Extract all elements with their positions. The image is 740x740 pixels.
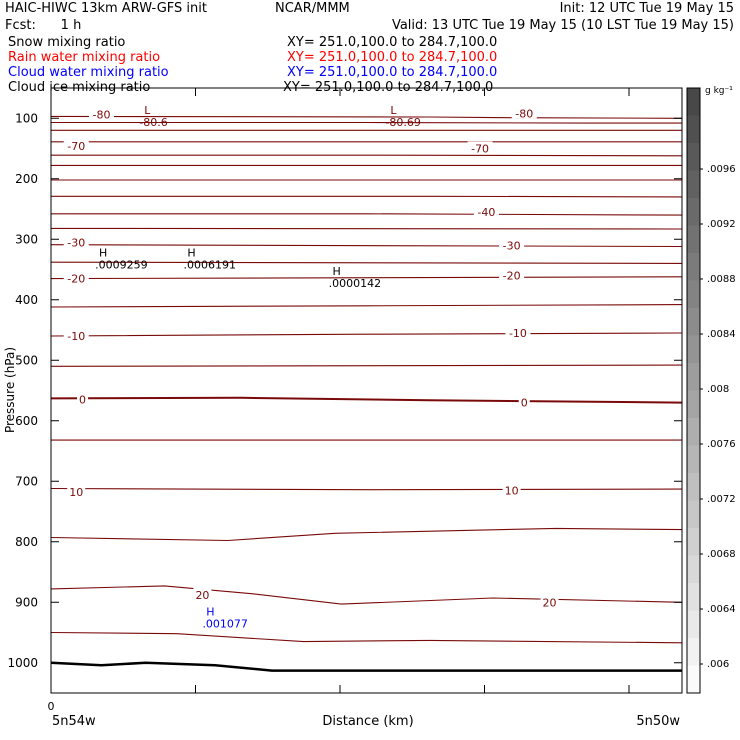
colorbar-swatch — [687, 143, 700, 171]
isotherm-line — [51, 633, 682, 643]
header-valid: Valid: 13 UTC Tue 19 May 15 (10 LST Tue 19 May 15) — [391, 18, 734, 33]
colorbar-swatch — [687, 501, 700, 529]
colorbar-swatch — [687, 446, 700, 474]
colorbar-swatch — [687, 666, 700, 694]
contour-label: -40 — [477, 206, 496, 220]
y-tick-label: 800 — [15, 534, 38, 549]
colorbar-swatch — [687, 253, 700, 281]
field-snow-name: Snow mixing ratio — [8, 35, 126, 50]
colorbar-label: .0096 — [707, 164, 736, 175]
colorbar-label: .0068 — [707, 549, 736, 560]
contour-label: 0 — [520, 396, 528, 410]
contour-label: -70 — [471, 142, 490, 156]
header-center: NCAR/MMM — [275, 1, 350, 16]
contour-label: 20 — [542, 596, 557, 610]
field-cloudice-name: Cloud ice mixing ratio — [8, 80, 151, 95]
y-axis-title: Pressure (hPa) — [3, 346, 17, 434]
colorbar-swatch — [687, 391, 700, 419]
colorbar-swatch — [687, 116, 700, 144]
colorbar-label: .0084 — [707, 329, 736, 340]
extremum-value: .0009259 — [95, 258, 148, 272]
isotherm-line — [51, 528, 682, 540]
extremum-mark: L — [390, 103, 397, 117]
contour-label: 20 — [195, 588, 210, 602]
isotherm-line — [51, 214, 682, 215]
contour-label: 10 — [504, 484, 519, 498]
x-axis-title: Distance (km) — [322, 714, 414, 729]
colorbar-swatch — [687, 281, 700, 309]
field-snow-xy: XY= 251.0,100.0 to 284.7,100.0 — [287, 35, 498, 50]
y-tick-label: 300 — [15, 232, 38, 247]
colorbar-swatch — [687, 363, 700, 391]
contour-label: -20 — [67, 272, 86, 286]
contour-label: -10 — [508, 327, 527, 341]
isotherm-line — [51, 398, 682, 403]
field-cloudice-xy: XY= 251.0,100.0 to 284.7,100.0 — [283, 80, 494, 95]
colorbar-label: .0076 — [707, 439, 736, 450]
field-rain-xy: XY= 251.0,100.0 to 284.7,100.0 — [287, 50, 498, 65]
header-title: HAIC-HIWC 13km ARW-GFS init — [5, 1, 207, 16]
extremum-value: -80.69 — [385, 115, 421, 129]
contour-label: -80 — [92, 108, 111, 122]
colorbar-swatch — [687, 583, 700, 611]
extremum-value: .0006191 — [183, 258, 237, 272]
colorbar-swatch — [687, 473, 700, 501]
field-cloudwater-name: Cloud water mixing ratio — [8, 65, 169, 80]
isotherm-line — [51, 155, 682, 156]
contour-label: -30 — [502, 239, 521, 253]
extremum-mark: H — [332, 264, 341, 278]
colorbar-swatch — [687, 226, 700, 254]
isotherm-line — [51, 245, 682, 247]
colorbar-label: .0064 — [707, 604, 736, 615]
extremum-value: -80.6 — [139, 115, 168, 129]
colorbar-swatch — [687, 556, 700, 584]
field-cloudwater-xy: XY= 251.0,100.0 to 284.7,100.0 — [287, 65, 498, 80]
y-tick-label: 700 — [15, 474, 38, 489]
colorbar-swatch — [687, 198, 700, 226]
extremum-mark: H — [99, 246, 108, 260]
y-tick-label: 900 — [15, 595, 38, 610]
colorbar-swatch — [687, 88, 700, 116]
isotherm-contours — [51, 116, 682, 642]
colorbar-swatch — [687, 171, 700, 199]
contour-label: -20 — [502, 269, 521, 283]
isotherm-line — [51, 365, 682, 366]
extremum-value: .0000142 — [328, 276, 382, 290]
isotherm-line — [51, 333, 682, 336]
extremum-mark: L — [144, 103, 151, 117]
x-axis-right-location: 5n50w — [636, 714, 680, 729]
terrain-surface — [51, 663, 682, 671]
y-tick-label: 500 — [15, 353, 38, 368]
y-tick-label: 600 — [15, 413, 38, 428]
extremum-value: .001077 — [202, 617, 248, 631]
extremum-mark: H — [187, 246, 196, 260]
header-init: Init: 12 UTC Tue 19 May 15 — [559, 1, 734, 16]
isotherm-line — [51, 305, 682, 307]
extremum-mark: H — [206, 605, 215, 619]
contour-label: -10 — [67, 330, 86, 344]
contour-label: 0 — [79, 393, 87, 407]
colorbar-label: .006 — [707, 659, 730, 670]
contour-label: 10 — [69, 486, 84, 500]
plot-frame — [51, 88, 682, 693]
colorbar-label: .0092 — [707, 219, 736, 230]
surface-line — [51, 663, 682, 671]
colorbar-swatch — [687, 336, 700, 364]
colorbar-label: .008 — [707, 384, 730, 395]
y-tick-label: 200 — [15, 171, 38, 186]
contour-label: -30 — [67, 236, 86, 250]
colorbar-swatch — [687, 528, 700, 556]
y-tick-label: 1000 — [7, 655, 38, 670]
colorbar-swatch — [687, 611, 700, 639]
header-forecast: Fcst: 1 h — [5, 18, 82, 33]
colorbar-label: .0088 — [707, 274, 736, 285]
x-axis-zero-label: 0 — [47, 700, 55, 713]
contour-label: -70 — [67, 140, 86, 154]
isotherm-line — [51, 196, 682, 197]
colorbar-swatch — [687, 638, 700, 666]
isotherm-line — [51, 586, 682, 604]
colorbar-label: .0072 — [707, 494, 736, 505]
contour-label: -80 — [515, 107, 534, 121]
contour-labels — [64, 103, 559, 610]
pressure-axis — [7, 108, 682, 670]
colorbar — [687, 86, 736, 694]
colorbar-swatch — [687, 308, 700, 336]
isotherm-line — [51, 228, 682, 229]
x-axis-left-location: 5n54w — [52, 714, 96, 729]
y-tick-label: 400 — [15, 292, 38, 307]
isotherm-line — [51, 489, 682, 490]
colorbar-unit: g kg⁻¹ — [705, 86, 733, 96]
field-rain-name: Rain water mixing ratio — [8, 50, 161, 65]
colorbar-swatch — [687, 418, 700, 446]
y-tick-label: 100 — [15, 111, 38, 126]
extrema-markers — [95, 104, 421, 631]
